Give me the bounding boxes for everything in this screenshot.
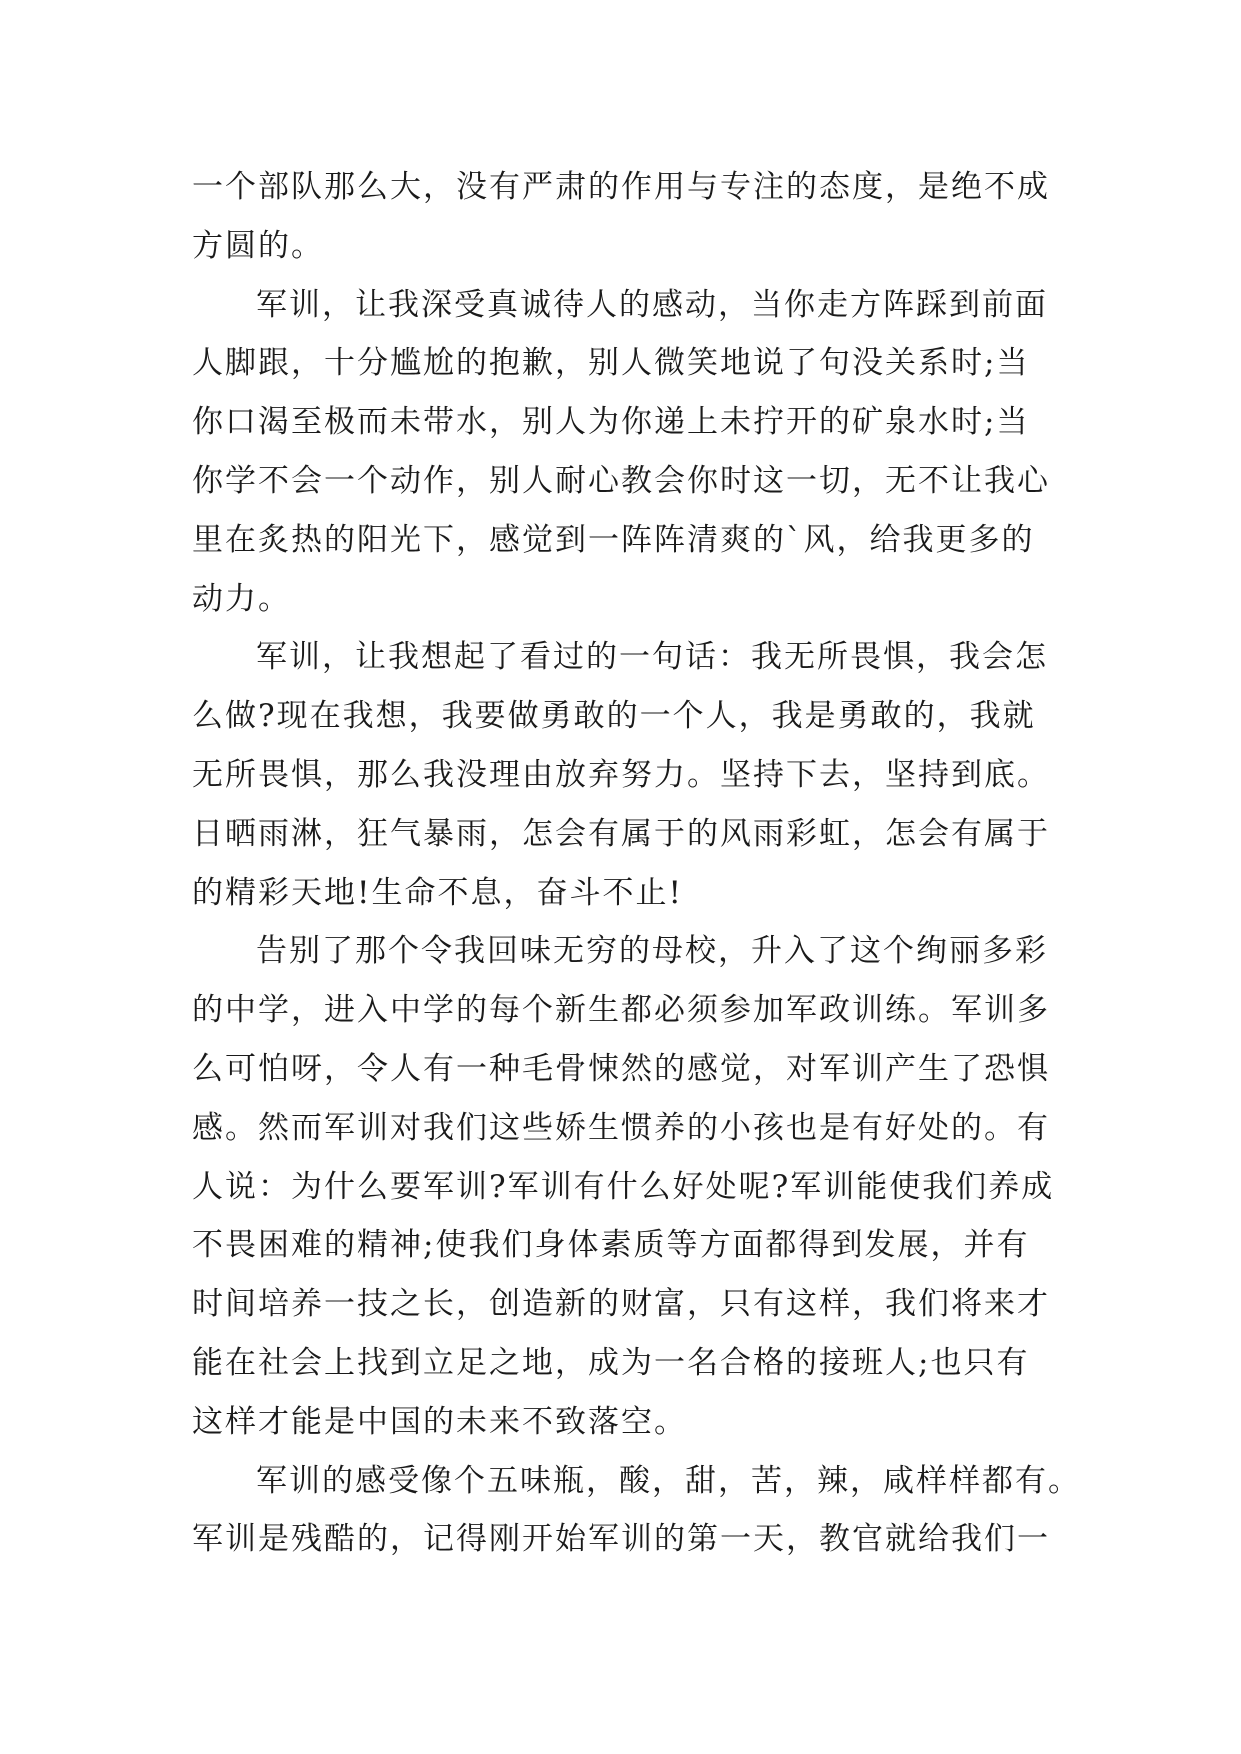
text-line: 方圆的。 (192, 227, 324, 264)
text-line: 你口渴至极而未带水，别人为你递上未拧开的矿泉水时;当 (192, 404, 1030, 441)
text-line: 人脚跟，十分尴尬的抱歉，别人微笑地说了句没关系时;当 (192, 345, 1030, 382)
text-line: 动力。 (192, 580, 291, 617)
paragraph-start-line: 军训的感受像个五味瓶，酸，甜，苦，辣，咸样样都有。 (256, 1462, 1081, 1499)
text-line: 么做?现在我想，我要做勇敢的一个人，我是勇敢的，我就 (192, 698, 1036, 735)
text-line: 感。然而军训对我们这些娇生惯养的小孩也是有好处的。有 (192, 1109, 1050, 1146)
text-line: 这样才能是中国的未来不致落空。 (192, 1403, 687, 1440)
body-text (192, 158, 1081, 1569)
text-line: 么可怕呀，令人有一种毛骨悚然的感觉，对军训产生了恐惧 (192, 1050, 1050, 1087)
paragraph-start-line: 告别了那个令我回味无穷的母校，升入了这个绚丽多彩 (256, 933, 1048, 970)
text-line: 能在社会上找到立足之地，成为一名合格的接班人;也只有 (192, 1344, 1030, 1381)
text-line: 的精彩天地!生命不息，奋斗不止! (192, 874, 683, 911)
text-line: 的中学，进入中学的每个新生都必须参加军政训练。军训多 (192, 992, 1050, 1029)
text-line: 时间培养一技之长，创造新的财富，只有这样，我们将来才 (192, 1286, 1050, 1323)
paragraph-start-line: 军训，让我想起了看过的一句话：我无所畏惧，我会怎 (256, 639, 1048, 676)
text-line: 不畏困难的精神;使我们身体素质等方面都得到发展，并有 (192, 1227, 1030, 1264)
paragraph-start-line: 军训，让我深受真诚待人的感动，当你走方阵踩到前面 (256, 286, 1048, 323)
text-line: 日晒雨淋，狂气暴雨，怎会有属于的风雨彩虹，怎会有属于 (192, 815, 1050, 852)
text-line: 你学不会一个动作，别人耐心教会你时这一切，无不让我心 (192, 462, 1050, 499)
text-line: 一个部队那么大，没有严肃的作用与专注的态度，是绝不成 (192, 169, 1050, 205)
text-line: 无所畏惧，那么我没理由放弃努力。坚持下去，坚持到底。 (192, 756, 1050, 793)
text-line: 里在炙热的阳光下，感觉到一阵阵清爽的`风，给我更多的 (192, 521, 1035, 558)
text-line: 军训是残酷的，记得刚开始军训的第一天，教官就给我们一 (192, 1521, 1050, 1558)
text-line: 人说：为什么要军训?军训有什么好处呢?军训能使我们养成 (192, 1168, 1055, 1205)
